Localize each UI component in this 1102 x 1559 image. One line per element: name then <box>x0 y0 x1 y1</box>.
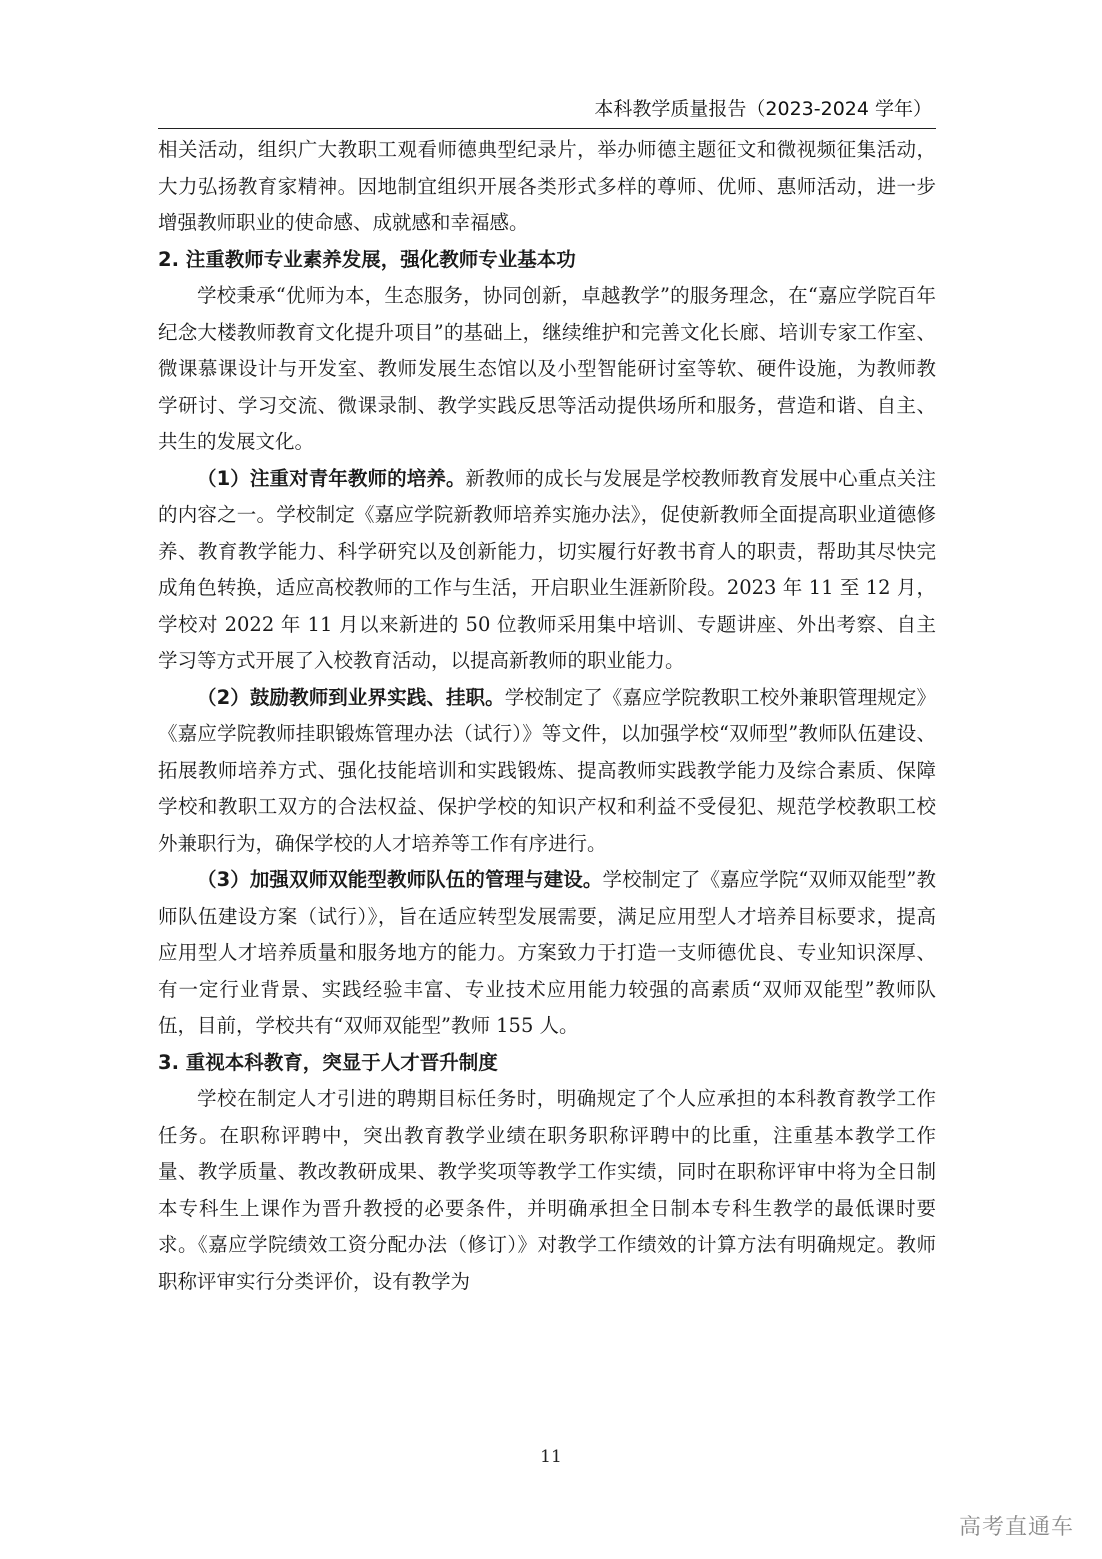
section-3-heading: 3. 重视本科教育，突显于人才晋升制度 <box>158 1050 498 1074</box>
section-2-paragraph: 学校秉承“优师为本，生态服务，协同创新，卓越教学”的服务理念，在“嘉应学院百年纪念大楼教师教育文化提升项目”的基础上，继续维护和完善文化长廊、培训专家工作室、微课慕课设计与开发室、教师发展生态馆以及小型智能研讨室等软、硬件设施，为教师教学研讨、学习交流、微课录制、教学实践反思等活动提供场所和服务，营造和谐、自主、共生的发展文化。 <box>158 284 936 453</box>
item-1-text: 新教师的成长与发展是学校教师教育发展中心重点关注的内容之一。学校制定《嘉应学院新教师培养实施办法》，促使新教师全面提高职业道德修养、教育教学能力、科学研究以及创新能力，切实履行好教书育人的职责，帮助其尽快完成角色转换，适应高校教师的工作与生活，开启职业生涯新阶段。2023 年 11 至 12 月，学校对 2022 年 11 月以来新进的 50 位教师采用集中培训、专题讲座、外出考察、自主学习等方式开展了入校教育活动，以提高新教师的职业能力。 <box>158 466 936 672</box>
section-3-paragraph: 学校在制定人才引进的聘期目标任务时，明确规定了个人应承担的本科教育教学工作任务。在职称评聘中，突出教育教学业绩在职务职称评聘中的比重，注重基本教学工作量、教学质量、教改教研成果、教学奖项等教学工作实绩，同时在职称评审中将为全日制本专科生上课作为晋升教授的必要条件，并明确承担全日制本专科生教学的最低课时要求。《嘉应学院绩效工资分配办法（修订）》对教学工作绩效的计算方法有明确规定。教师职称评审实行分类评价，设有教学为 <box>158 1087 936 1293</box>
section-2-item-3 <box>158 862 936 1045</box>
section-2-heading: 2. 注重教师专业素养发展，强化教师专业基本功 <box>158 247 576 271</box>
page-header <box>158 92 936 129</box>
report-title: 本科教学质量报告（2023-2024 学年） <box>594 98 932 120</box>
page-number: 11 <box>540 1447 562 1467</box>
document-body <box>158 132 936 1300</box>
item-3-text: 学校制定了《嘉应学院“双师双能型”教师队伍建设方案（试行）》，旨在适应转型发展需要，满足应用型人才培养目标要求，提高应用型人才培养质量和服务地方的能力。方案致力于打造一支师德优良、专业知识深厚、有一定行业背景、实践经验丰富、专业技术应用能力较强的高素质“双师双能型”教师队伍，目前，学校共有“双师双能型”教师 155 人。 <box>158 868 936 1037</box>
item-2-title: （2）鼓励教师到业界实践、挂职。 <box>197 685 505 709</box>
item-1-title: （1）注重对青年教师的培养。 <box>197 466 466 490</box>
section-2-item-1 <box>158 461 936 680</box>
item-3-title: （3）加强双师双能型教师队伍的管理与建设。 <box>197 868 603 891</box>
item-2-text: 学校制定了《嘉应学院教职工校外兼职管理规定》《嘉应学院教师挂职锻炼管理办法（试行）》等文件，以加强学校“双师型”教师队伍建设、拓展教师培养方式、强化技能培训和实践锻炼、提高教师实践教学能力及综合素质、保障学校和教职工双方的合法权益、保护学校的知识产权和利益不受侵犯、规范学校教职工校外兼职行为，确保学校的人才培养等工作有序进行。 <box>158 685 936 855</box>
section-2-item-2 <box>158 680 936 863</box>
intro-paragraph: 相关活动，组织广大教职工观看师德典型纪录片，举办师德主题征文和微视频征集活动，大力弘扬教育家精神。因地制宜组织开展各类形式多样的尊师、优师、惠师活动，进一步增强教师职业的使命感、成就感和幸福感。 <box>158 138 936 234</box>
watermark: 高考直通车 <box>958 1515 1074 1540</box>
